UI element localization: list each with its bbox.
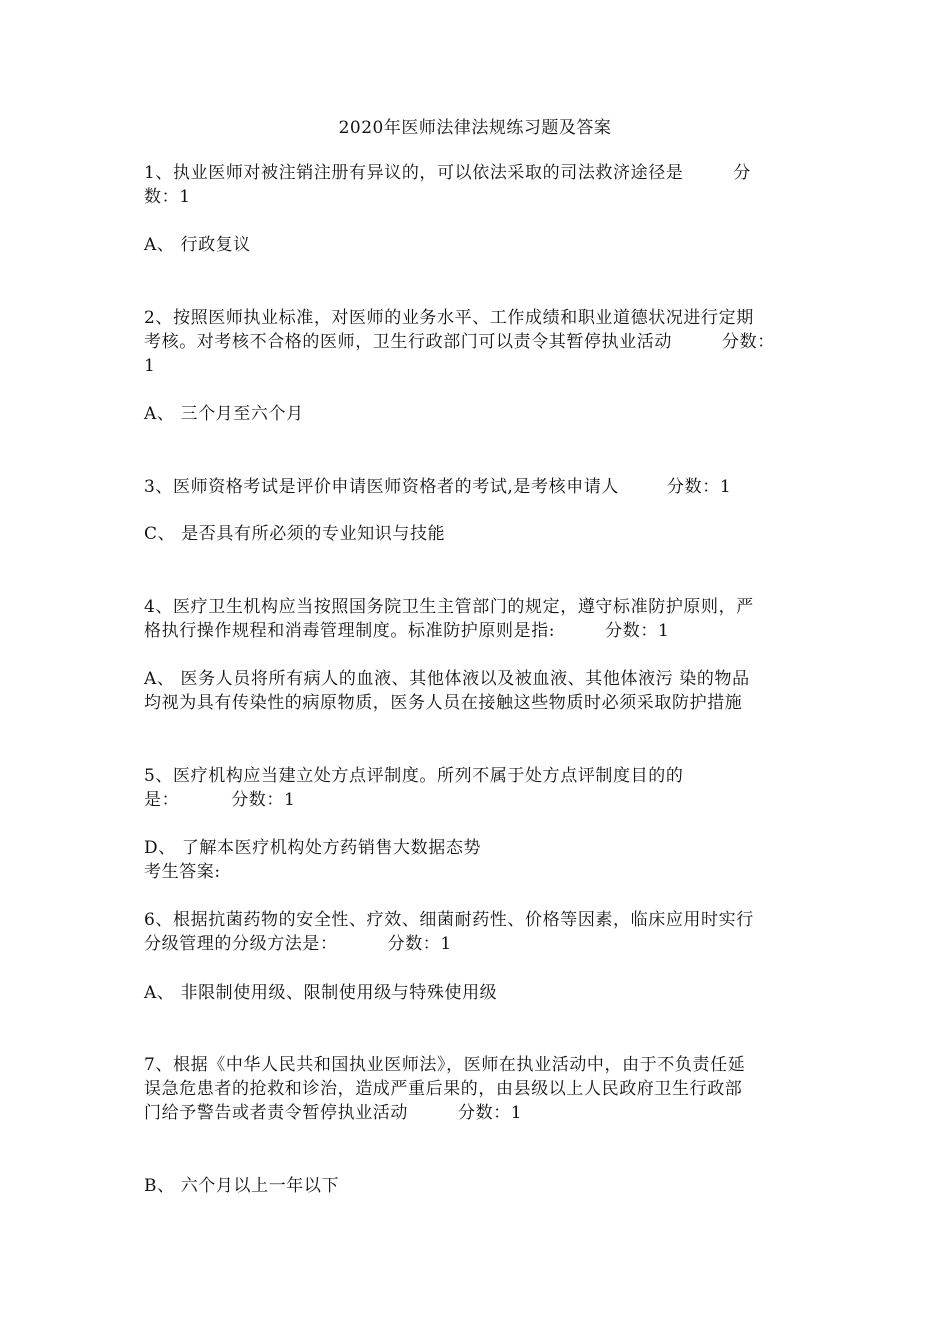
question-6 [144, 908, 814, 956]
question-2-line-1: 2、按照医师执业标准，对医师的业务水平、工作成绩和职业道德状况进行定期 [144, 308, 754, 328]
answer-1: A、 行政复议 [144, 235, 251, 255]
examinee-answer-label: 考生答案: [144, 862, 221, 882]
question-4 [144, 595, 814, 643]
question-6-score: 分数：1 [387, 934, 452, 954]
question-6-line-1: 6、根据抗菌药物的安全性、疗效、细菌耐药性、价格等因素，临床应用时实行 [144, 910, 754, 930]
question-7-score: 分数：1 [458, 1103, 523, 1123]
question-5-line-1: 5、医疗机构应当建立处方点评制度。所列不属于处方点评制度目的的 [144, 766, 684, 786]
question-3 [144, 475, 814, 499]
answer-4-line-2: 均视为具有传染性的病原物质，医务人员在接触这些物质时必须采取防护措施 [144, 693, 743, 713]
question-7-text: 门给予警告或者责令暂停执业活动 [144, 1103, 408, 1123]
question-4-line-2 [144, 619, 814, 643]
question-3-text: 3、医师资格考试是评价申请医师资格者的考试,是考核申请人 [144, 477, 620, 497]
answer-3: C、 是否具有所必须的专业知识与技能 [144, 524, 446, 544]
question-6-text: 分级管理的分级方法是： [144, 934, 338, 954]
answer-2: A、 三个月至六个月 [144, 404, 304, 424]
answer-6: A、 非限制使用级、限制使用级与特殊使用级 [144, 983, 498, 1003]
question-6-line-2 [144, 932, 814, 956]
question-3-line-1 [144, 475, 814, 499]
answer-4 [144, 667, 814, 715]
question-2-score: 分数： [722, 332, 775, 352]
question-7 [144, 1053, 814, 1125]
question-5 [144, 764, 814, 812]
question-1 [144, 161, 814, 209]
question-5-text: 是： [144, 790, 180, 810]
question-4-text: 格执行操作规程和消毒管理制度。标准防护原则是指: [144, 621, 556, 641]
question-1-line-1 [144, 161, 814, 185]
answer-5 [144, 836, 814, 884]
question-4-score: 分数：1 [605, 621, 670, 641]
question-2-line-2 [144, 330, 814, 354]
answer-5-text: D、 了解本医疗机构处方药销售大数据态势 [144, 838, 482, 858]
document-title: 2020年医师法律法规练习题及答案 [338, 118, 612, 138]
question-4-line-1: 4、医疗卫生机构应当按照国务院卫生主管部门的规定，遵守标准防护原则，严 [144, 597, 754, 617]
question-1-score: 数：1 [144, 187, 191, 207]
answer-4-line-1: A、 医务人员将所有病人的血液、其他体液以及被血液、其他体液污 染的物品 [144, 669, 750, 689]
question-1-text: 1、执业医师对被注销注册有异议的，可以依法采取的司法救济途径是 [144, 163, 684, 183]
question-3-score: 分数：1 [667, 477, 732, 497]
question-7-line-3 [144, 1101, 814, 1125]
question-5-line-2 [144, 788, 814, 812]
question-7-line-2: 误急危患者的抢救和诊治，造成严重后果的，由县级以上人民政府卫生行政部 [144, 1079, 743, 1099]
question-2-text: 考核。对考核不合格的医师，卫生行政部门可以责令其暂停执业活动 [144, 332, 672, 352]
question-5-score: 分数：1 [231, 790, 296, 810]
answer-7: B、 六个月以上一年以下 [144, 1176, 340, 1196]
question-2 [144, 306, 814, 378]
question-7-line-1: 7、根据《中华人民共和国执业医师法》，医师在执业活动中，由于不负责任延 [144, 1055, 746, 1075]
question-1-score-label: 分 [733, 163, 752, 183]
question-2-line-3: 1 [144, 356, 156, 376]
